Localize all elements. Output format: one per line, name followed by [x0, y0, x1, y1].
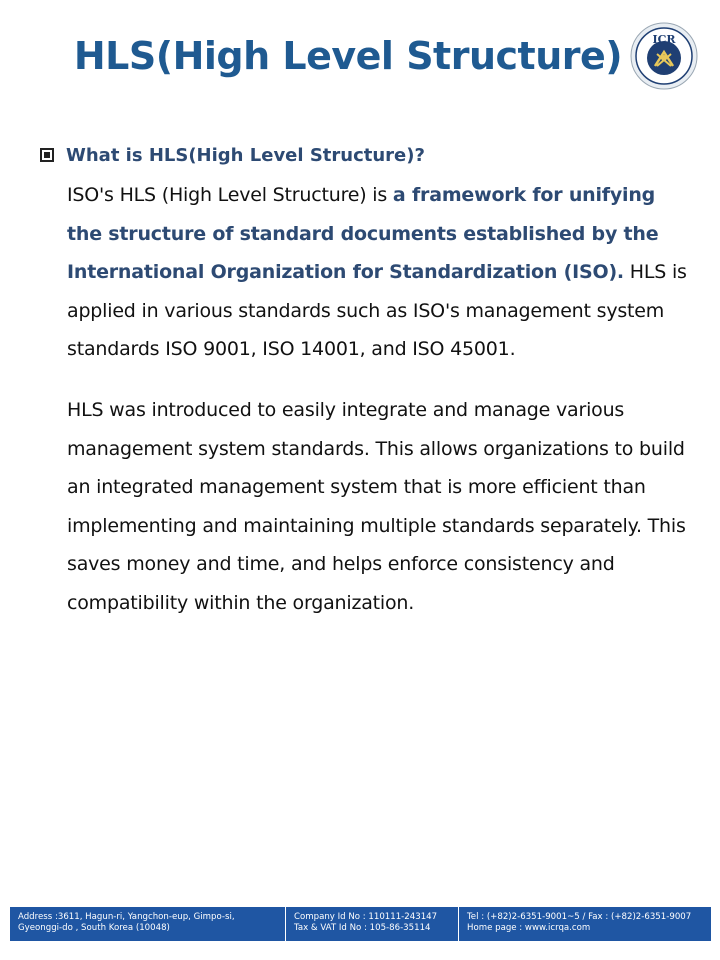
hls-section	[38, 142, 698, 623]
icr-logo-icon	[630, 22, 698, 90]
footer-address-line1: Address :3611, Hagun-ri, Yangchon-eup, Gimpo-si,	[18, 912, 235, 922]
footer-address-line2: Gyeonggi-do , South Korea (10048)	[18, 923, 170, 933]
logo-text: ICR	[652, 33, 676, 46]
section-heading	[38, 142, 698, 168]
footer-contact	[459, 907, 711, 941]
paragraph-definition-part1: ISO's HLS (High Level Structure) is	[67, 184, 393, 206]
paragraph-definition-emphasis: a framework for unifying the structure of standard documents established by the International Organization for Standardization (ISO).	[67, 184, 659, 284]
footer-contact-line1: Tel : (+82)2-6351-9001~5 / Fax : (+82)2-6351-9007	[467, 912, 692, 922]
paragraph-definition-part2: HLS is applied in various standards such as ISO's management system standards ISO 9001, ISO 14001, and ISO 45001.	[67, 261, 687, 361]
square-bullet-icon	[40, 148, 54, 162]
footer-address	[10, 907, 286, 941]
footer-company-line1: Company Id No : 110111-243147	[294, 912, 438, 922]
footer-bar	[10, 907, 711, 941]
paragraph-benefits: HLS was introduced to easily integrate and manage various management system standards. This allows organizations to build an integrated management system that is more efficient than implementing and maintaining multiple standards separately. This saves money and time, and helps enforce consistency and compatibility within the organization.	[67, 398, 686, 614]
paragraph-definition	[67, 176, 692, 369]
page-title: HLS(High Level Structure)	[73, 34, 623, 78]
footer-company-line2: Tax & VAT Id No : 105-86-35114	[294, 923, 431, 933]
footer-contact-line2: Home page : www.icrqa.com	[467, 923, 591, 933]
footer-company-ids	[286, 907, 459, 941]
section-heading-text: What is HLS(High Level Structure)?	[66, 144, 425, 166]
